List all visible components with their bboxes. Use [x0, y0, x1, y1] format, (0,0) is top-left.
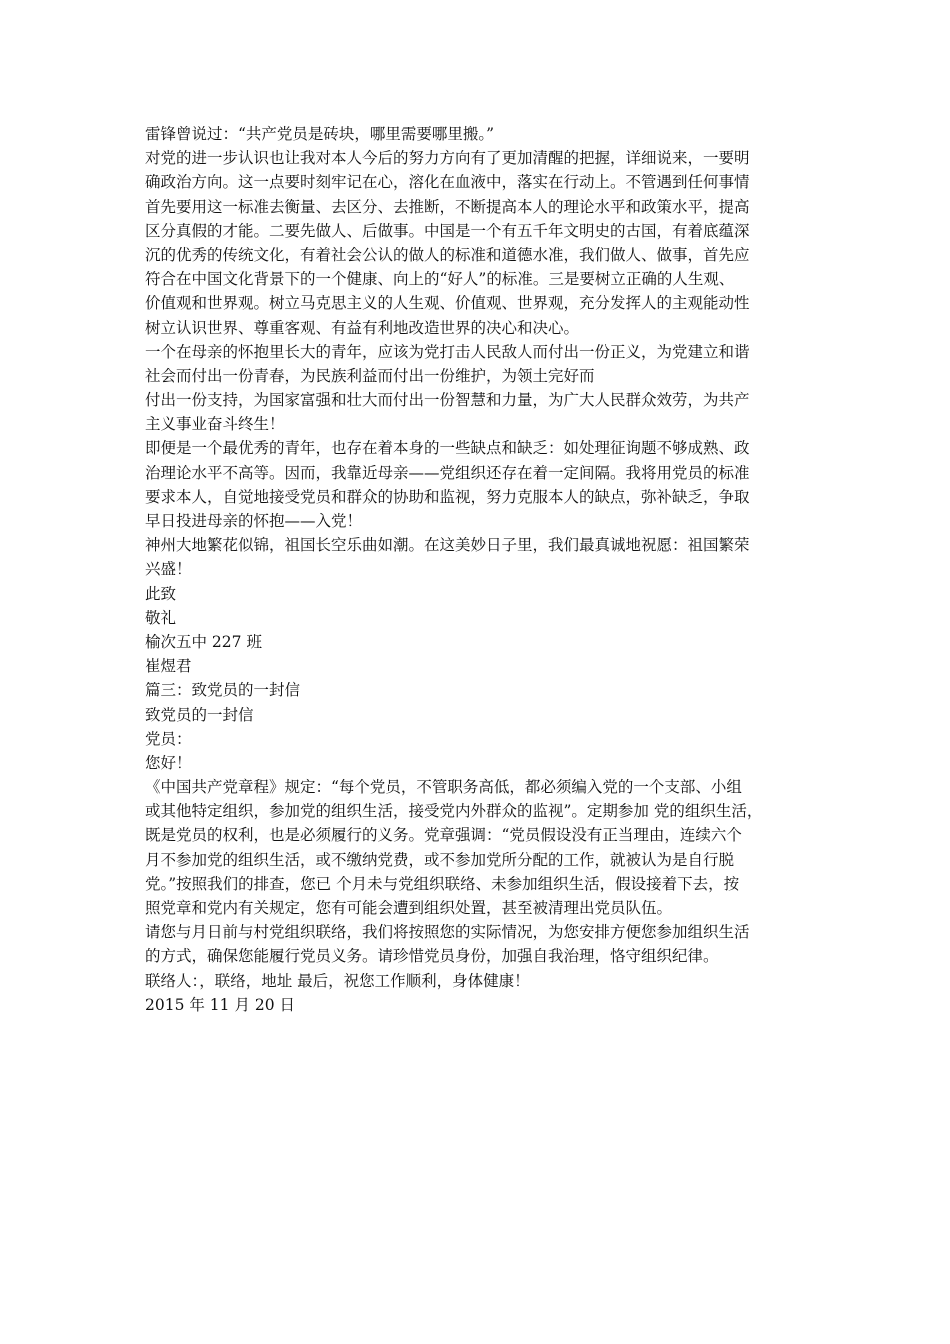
text-line: 一个在母亲的怀抱里长大的青年，应该为党打击人民敌人而付出一份正义，为党建立和谐	[145, 342, 750, 361]
text-line: 《中国共产党章程》规定：“每个党员，不管职务高低，都必须编入党的一个支部、小组	[145, 778, 742, 797]
text-line: 兴盛！	[145, 560, 192, 579]
closing-line: 敬礼	[145, 608, 177, 627]
section-heading: 篇三：致党员的一封信	[145, 681, 301, 700]
text-line: 既是党员的权利，也是必须履行的义务。党章强调：“党员假设没有正当理由，连续六个	[145, 826, 742, 845]
text-line: 党。”按照我们的排查，您已 个月未与党组织联络、未参加组织生活，假设接着下去，按	[145, 874, 740, 893]
contact-line: 联络人：，联络，地址 最后，祝您工作顺利，身体健康！	[145, 971, 530, 990]
text-line: 或其他特定组织，参加党的组织生活，接受党内外群众的监视”。定期参加 党的组织生活，	[145, 802, 763, 821]
text-line: 要求本人，自觉地接受党员和群众的协助和监视，努力克服本人的缺点，弥补缺乏，争取	[145, 487, 750, 506]
text-line: 月不参加党的组织生活，或不缴纳党费，或不参加党所分配的工作，就被认为是自行脱	[145, 850, 735, 869]
text-line: 即便是一个最优秀的青年，也存在着本身的一些缺点和缺乏：如处理征询题不够成熟、政	[145, 439, 750, 458]
text-line: 树立认识世界、尊重客观、有益有利地改造世界的决心和决心。	[145, 318, 580, 337]
text-line: 雷锋曾说过：“共产党员是砖块，哪里需要哪里搬。”	[145, 125, 495, 143]
document-page	[145, 122, 817, 1017]
letter-title: 致党员的一封信	[145, 705, 254, 724]
date-line: 2015 年 11 月 20 日	[145, 995, 296, 1014]
text-line: 区分真假的才能。二要先做人、后做事。中国是一个有五千年文明史的古国，有着底蕴深	[145, 221, 750, 240]
text-line: 付出一份支持，为国家富强和壮大而付出一份智慧和力量，为广大人民群众效劳，为共产	[145, 391, 750, 410]
text-line: 照党章和党内有关规定，您有可能会遭到组织处置，甚至被清理出党员队伍。	[145, 899, 673, 917]
signature-line: 崔煜君	[145, 657, 192, 676]
text-line: 早日投进母亲的怀抱——入党！	[145, 512, 363, 530]
signature-line: 榆次五中 227 班	[145, 632, 262, 651]
text-line: 沉的优秀的传统文化，有着社会公认的做人的标准和道德水准，我们做人、做事，首先应	[145, 245, 750, 264]
text-line: 价值观和世界观。树立马克思主义的人生观、价值观、世界观，充分发挥人的主观能动性	[145, 294, 750, 313]
text-line: 社会而付出一份青春，为民族利益而付出一份维护，为领土完好而	[145, 366, 595, 385]
salutation: 党员：	[145, 729, 192, 748]
text-line: 首先要用这一标准去衡量、去区分、去推断，不断提高本人的理论水平和政策水平，提高	[145, 197, 750, 216]
closing-line: 此致	[145, 584, 177, 603]
text-line: 主义事业奋斗终生！	[145, 415, 285, 434]
text-line: 请您与月日前与村党组织联络，我们将按照您的实际情况，为您安排方便您参加组织生活	[145, 923, 750, 942]
text-line: 神州大地繁花似锦，祖国长空乐曲如潮。在这美妙日子里，我们最真诚地祝愿：祖国繁荣	[145, 536, 750, 555]
text-line: 的方式，确保您能履行党员义务。请珍惜党员身份，加强自我治理，恪守组织纪律。	[145, 947, 719, 966]
text-line: 符合在中国文化背景下的一个健康、向上的“好人”的标准。三是要树立正确的人生观、	[145, 270, 735, 289]
text-line: 对党的进一步认识也让我对本人今后的努力方向有了更加清醒的把握，详细说来，一要明	[145, 149, 750, 168]
text-line: 治理论水平不高等。因而，我靠近母亲——党组织还存在着一定间隔。我将用党员的标准	[145, 463, 750, 482]
greeting: 您好！	[145, 753, 192, 772]
text-line: 确政治方向。这一点要时刻牢记在心，溶化在血液中，落实在行动上。不管遇到任何事情	[145, 173, 750, 192]
